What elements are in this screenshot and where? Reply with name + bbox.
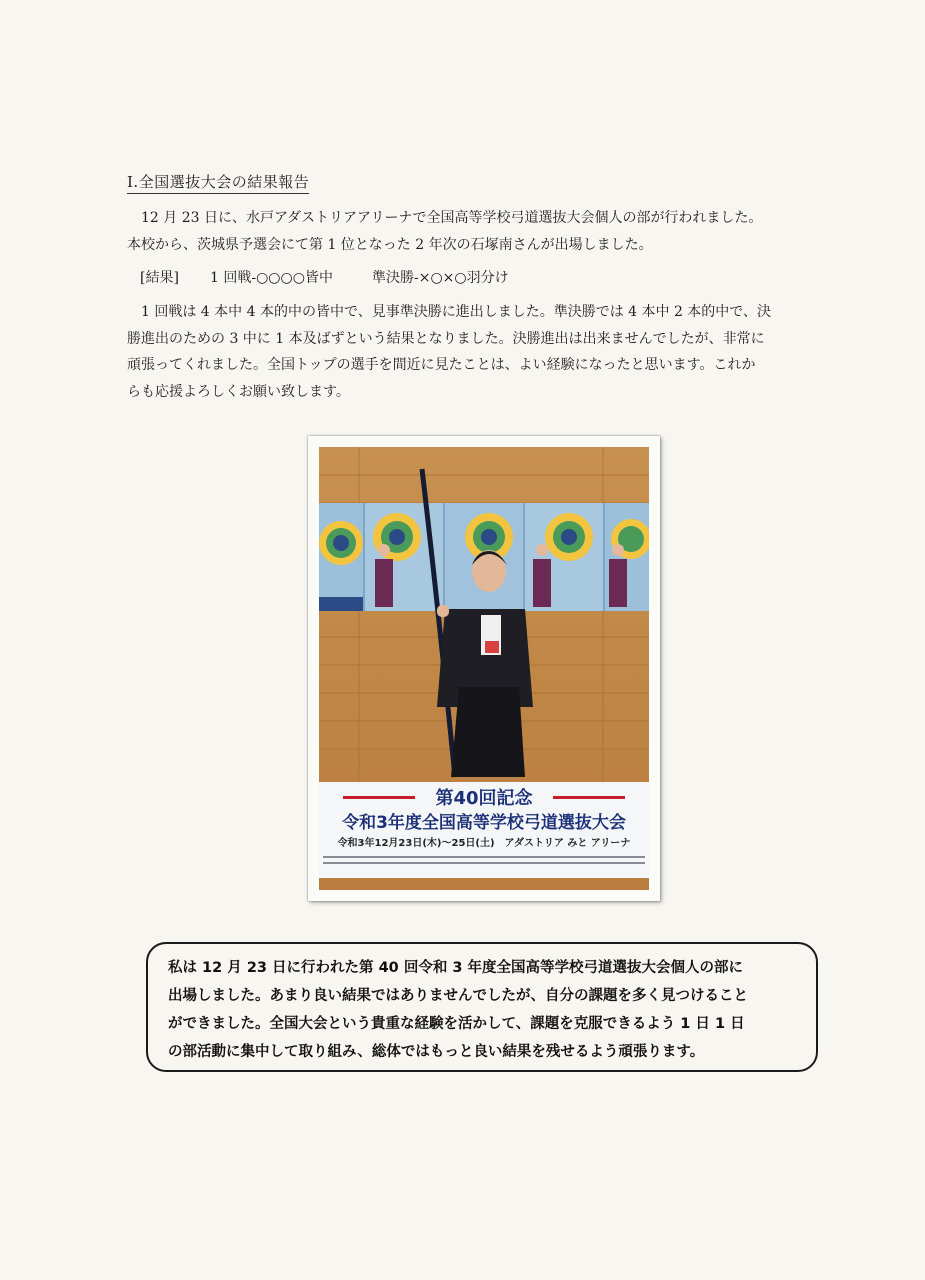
poster-5 [605, 503, 649, 611]
intro-line-2: 本校から、茨城県予選会にて第 1 位となった 2 年次の石塚南さんが出場しました。 [127, 236, 653, 253]
detail-line-2: 勝進出のための 3 中に 1 本及ばずという結果となりました。決勝進出は出来ませんでしたが、非常に [127, 330, 765, 347]
poster-1 [319, 503, 363, 611]
section-heading: Ⅰ.全国選抜大会の結果報告 [127, 171, 309, 194]
photo-frame [308, 436, 660, 901]
student-comment-box [146, 942, 818, 1072]
result-line [140, 267, 509, 287]
detail-line-1: 1 回戦は 4 本中 4 本的中の皆中で、見事準決勝に進出しました。準決勝では 4 本中 2 本的中で、決 [141, 304, 772, 320]
result-tag: [結果] [140, 270, 179, 286]
comment-line-4: の部活動に集中して取り組み、総体ではもっと良い結果を残せるよう頑張ります。 [168, 1044, 705, 1060]
detail-line-4: らも応援よろしくお願い致します。 [127, 383, 350, 400]
intro-line-1: 12 月 23 日に、水戸アダストリアアリーナで全国高等学校弓道選抜大会個人の部が行われました。 [141, 210, 763, 226]
banner-fine-print [323, 852, 645, 872]
banner-tournament-title: 令和3年度全国高等学校弓道選抜大会 [342, 813, 626, 833]
banner-date-venue: 令和3年12月23日(木)～25日(土) アダストリア みと アリーナ [337, 838, 631, 849]
comment-line-3: ができました。全国大会という貴重な経験を活かして、課題を克服できるよう 1 日 1 日 [168, 1016, 745, 1032]
result-round1: 1 回戦-○○○○皆中 [210, 270, 333, 286]
tournament-banner [319, 782, 649, 878]
comment-line-1: 私は 12 月 23 日に行われた第 40 回令和 3 年度全国高等学校弓道選抜大会個人の部に [168, 960, 744, 976]
comment-line-2: 出場しました。あまり良い結果ではありませんでしたが、自分の課題を多く見つけること [168, 988, 748, 1004]
tournament-photo [319, 447, 649, 890]
banner-commemoration: 第40回記念 [435, 788, 533, 809]
detail-paragraph [127, 299, 807, 405]
hand [437, 605, 449, 617]
poster-4 [525, 503, 603, 611]
hakama [451, 687, 525, 777]
id-badge [485, 641, 499, 653]
intro-paragraph [127, 205, 807, 258]
detail-line-3: 頑張ってくれました。全国トップの選手を間近に見たことは、よい経験になったと思います。これか [127, 357, 756, 373]
result-semifinal: 準決勝-×○×○羽分け [372, 270, 509, 286]
